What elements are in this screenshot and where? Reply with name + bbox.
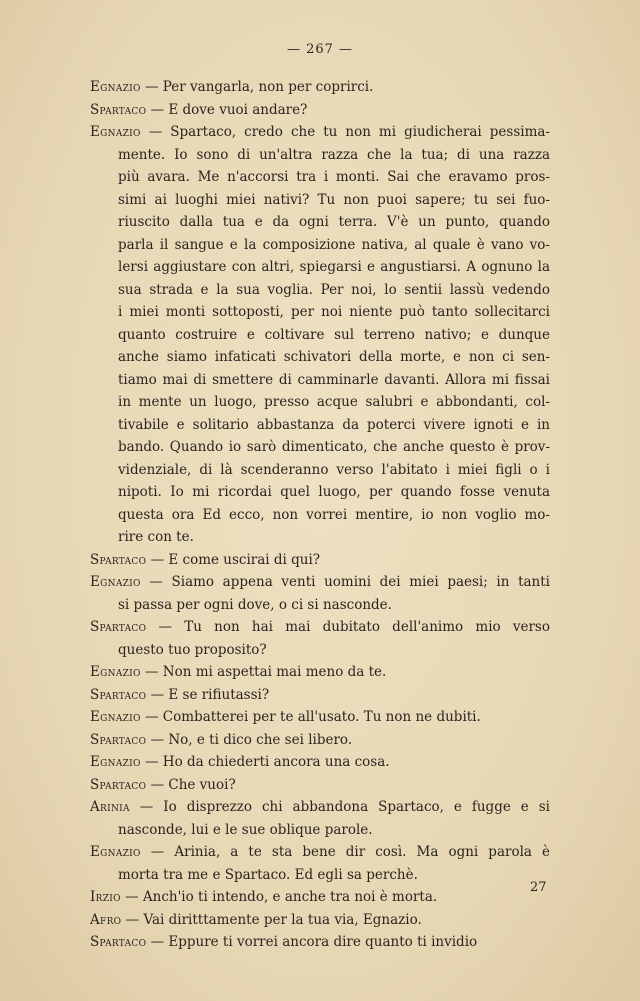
text-line bbox=[90, 751, 550, 774]
line-text: — Vai diritttamente per la tua via, Egnazio. bbox=[125, 911, 422, 928]
text-line bbox=[90, 459, 550, 482]
speaker-name: Spartaco bbox=[90, 101, 147, 118]
line-text: anche siamo infaticati schivatori della morte, e non ci sen- bbox=[118, 349, 550, 365]
speaker-name: Afro bbox=[90, 911, 122, 928]
text-line bbox=[90, 234, 550, 257]
text-line bbox=[90, 211, 550, 234]
speaker-name: Egnazio bbox=[90, 664, 141, 680]
line-text: — E se rifiutassi? bbox=[150, 686, 270, 703]
speaker-name: Egnazio bbox=[90, 79, 141, 95]
dialogue-speech bbox=[90, 99, 550, 122]
text-line bbox=[90, 414, 550, 437]
line-text: — Combatterei per te all'usato. Tu non ne dubiti. bbox=[145, 709, 481, 725]
speaker-name: Egnazio bbox=[90, 844, 141, 860]
dialogue-speech bbox=[90, 571, 550, 616]
line-text: morta tra me e Spartaco. Ed egli sa perchè. bbox=[118, 866, 418, 883]
speaker-name: Spartaco bbox=[90, 686, 147, 703]
line-text: nipoti. Io mi ricordai quel luogo, per quando fosse venuta bbox=[118, 484, 550, 500]
dialogue-speech bbox=[90, 549, 550, 572]
dialogue-speech bbox=[90, 909, 550, 932]
speaker-name: Spartaco bbox=[90, 776, 147, 793]
line-text: — Ho da chiederti ancora una cosa. bbox=[145, 754, 390, 770]
text-line bbox=[90, 931, 550, 954]
dialogue-speech bbox=[90, 616, 550, 661]
page-number: — 267 — bbox=[286, 42, 354, 57]
line-text: questa ora Ed ecco, non vorrei mentire, io non voglio mo- bbox=[118, 506, 550, 523]
text-line bbox=[90, 301, 550, 324]
line-text: — E dove vuoi andare? bbox=[150, 101, 308, 118]
line-text: questo tuo proposito? bbox=[118, 641, 267, 658]
line-text: — Arinia, a te sta bene dir così. Ma ogni parola è bbox=[150, 844, 550, 860]
line-text: tivabile e solitario abbastanza da poterci vivere ignoti e in bbox=[118, 416, 550, 433]
line-text: riuscito dalla tua e da ogni terra. V'è un punto, quando bbox=[118, 214, 550, 230]
text-line bbox=[90, 886, 550, 909]
dialogue-speech bbox=[90, 774, 550, 797]
line-text: i miei monti sottoposti, per noi niente può tanto sollecitarci bbox=[118, 304, 550, 320]
dialogue-speech bbox=[90, 796, 550, 841]
speaker-name: Spartaco bbox=[90, 551, 147, 568]
text-line bbox=[90, 504, 550, 527]
dialogue-text bbox=[90, 76, 550, 954]
text-line bbox=[90, 796, 550, 819]
line-text: rire con te. bbox=[118, 529, 194, 545]
line-text: — E come uscirai di qui? bbox=[150, 551, 321, 568]
line-text: — Anch'io ti intendo, e anche tra noi è morta. bbox=[125, 889, 438, 905]
line-text: — Spartaco, credo che tu non mi giudicherai pessima- bbox=[148, 124, 550, 140]
line-text: in mente un luogo, presso acque salubri e abbondanti, col- bbox=[118, 394, 550, 410]
text-line bbox=[90, 819, 550, 842]
text-line bbox=[90, 391, 550, 414]
line-text: — Siamo appena venti uomini dei miei paesi; in tanti bbox=[149, 574, 550, 590]
dialogue-speech bbox=[90, 751, 550, 774]
text-line bbox=[90, 481, 550, 504]
line-text: quanto costruire e coltivare sul terreno nativo; e dunque bbox=[118, 326, 550, 343]
line-text: parla il sangue e la composizione nativa, al quale è vano vo- bbox=[118, 236, 550, 253]
text-line bbox=[90, 864, 550, 887]
speaker-name: Spartaco bbox=[90, 619, 147, 635]
text-line bbox=[90, 639, 550, 662]
dialogue-speech bbox=[90, 76, 550, 99]
text-line bbox=[90, 526, 550, 549]
line-text: — Non mi aspettai mai meno da te. bbox=[145, 664, 387, 680]
text-line bbox=[90, 841, 550, 864]
text-line bbox=[90, 774, 550, 797]
speaker-name: Spartaco bbox=[90, 934, 147, 950]
text-line bbox=[90, 99, 550, 122]
dialogue-speech bbox=[90, 931, 550, 954]
line-text: si passa per ogni dove, o ci si nasconde. bbox=[118, 596, 392, 613]
line-text: sua strada e la sua voglia. Per noi, lo sentii lassù vedendo bbox=[118, 281, 550, 298]
speaker-name: Arinia bbox=[90, 799, 130, 815]
text-line bbox=[90, 594, 550, 617]
line-text: lersi aggiustare con altri, spiegarsi e angustiarsi. A ognuno la bbox=[118, 259, 550, 275]
speaker-name: Irzio bbox=[90, 889, 121, 905]
line-text: — Per vangarla, non per coprirci. bbox=[145, 79, 374, 95]
text-line bbox=[90, 189, 550, 212]
line-text: videnziale, di là scenderanno verso l'abitato i miei figli o i bbox=[118, 461, 550, 478]
line-text: simi ai luoghi miei nativi? Tu non puoi sapere; tu sei fuo- bbox=[118, 191, 550, 208]
speaker-name: Egnazio bbox=[90, 574, 141, 590]
text-line bbox=[90, 166, 550, 189]
line-text: — Che vuoi? bbox=[150, 776, 236, 793]
speaker-name: Egnazio bbox=[90, 754, 141, 770]
dialogue-speech bbox=[90, 886, 550, 909]
text-line bbox=[90, 616, 550, 639]
text-line bbox=[90, 144, 550, 167]
text-line bbox=[90, 549, 550, 572]
signature-mark: 27 bbox=[530, 880, 547, 895]
dialogue-speech bbox=[90, 121, 550, 549]
line-text: bando. Quando io sarò dimenticato, che anche questo è prov- bbox=[118, 439, 550, 455]
line-text: più avara. Me n'accorsi tra i monti. Sai che eravamo pros- bbox=[118, 169, 550, 185]
speaker-name: Spartaco bbox=[90, 731, 147, 748]
line-text: — No, e ti dico che sei libero. bbox=[150, 731, 353, 748]
text-line bbox=[90, 76, 550, 99]
dialogue-speech bbox=[90, 684, 550, 707]
line-text: — Io disprezzo chi abbandona Spartaco, e fugge e si bbox=[139, 799, 551, 815]
text-line bbox=[90, 684, 550, 707]
text-line bbox=[90, 661, 550, 684]
text-line bbox=[90, 571, 550, 594]
text-line bbox=[90, 909, 550, 932]
line-text: mente. Io sono di un'altra razza che la tua; di una razza bbox=[118, 146, 550, 163]
speaker-name: Egnazio bbox=[90, 709, 141, 725]
dialogue-speech bbox=[90, 706, 550, 729]
line-text: tiamo mai di smettere di camminarle davanti. Allora mi fissai bbox=[118, 371, 550, 388]
dialogue-speech bbox=[90, 661, 550, 684]
text-line bbox=[90, 436, 550, 459]
text-line bbox=[90, 121, 550, 144]
text-line bbox=[90, 256, 550, 279]
text-line bbox=[90, 706, 550, 729]
line-text: — Eppure ti vorrei ancora dire quanto ti invidio bbox=[150, 934, 478, 950]
dialogue-speech bbox=[90, 729, 550, 752]
line-text: nasconde, lui e le sue oblique parole. bbox=[118, 821, 373, 838]
text-line bbox=[90, 324, 550, 347]
line-text: — Tu non hai mai dubitato dell'animo mio verso bbox=[158, 619, 550, 635]
text-line bbox=[90, 369, 550, 392]
text-line bbox=[90, 279, 550, 302]
dialogue-speech bbox=[90, 841, 550, 886]
text-line bbox=[90, 729, 550, 752]
text-line bbox=[90, 346, 550, 369]
speaker-name: Egnazio bbox=[90, 124, 141, 140]
